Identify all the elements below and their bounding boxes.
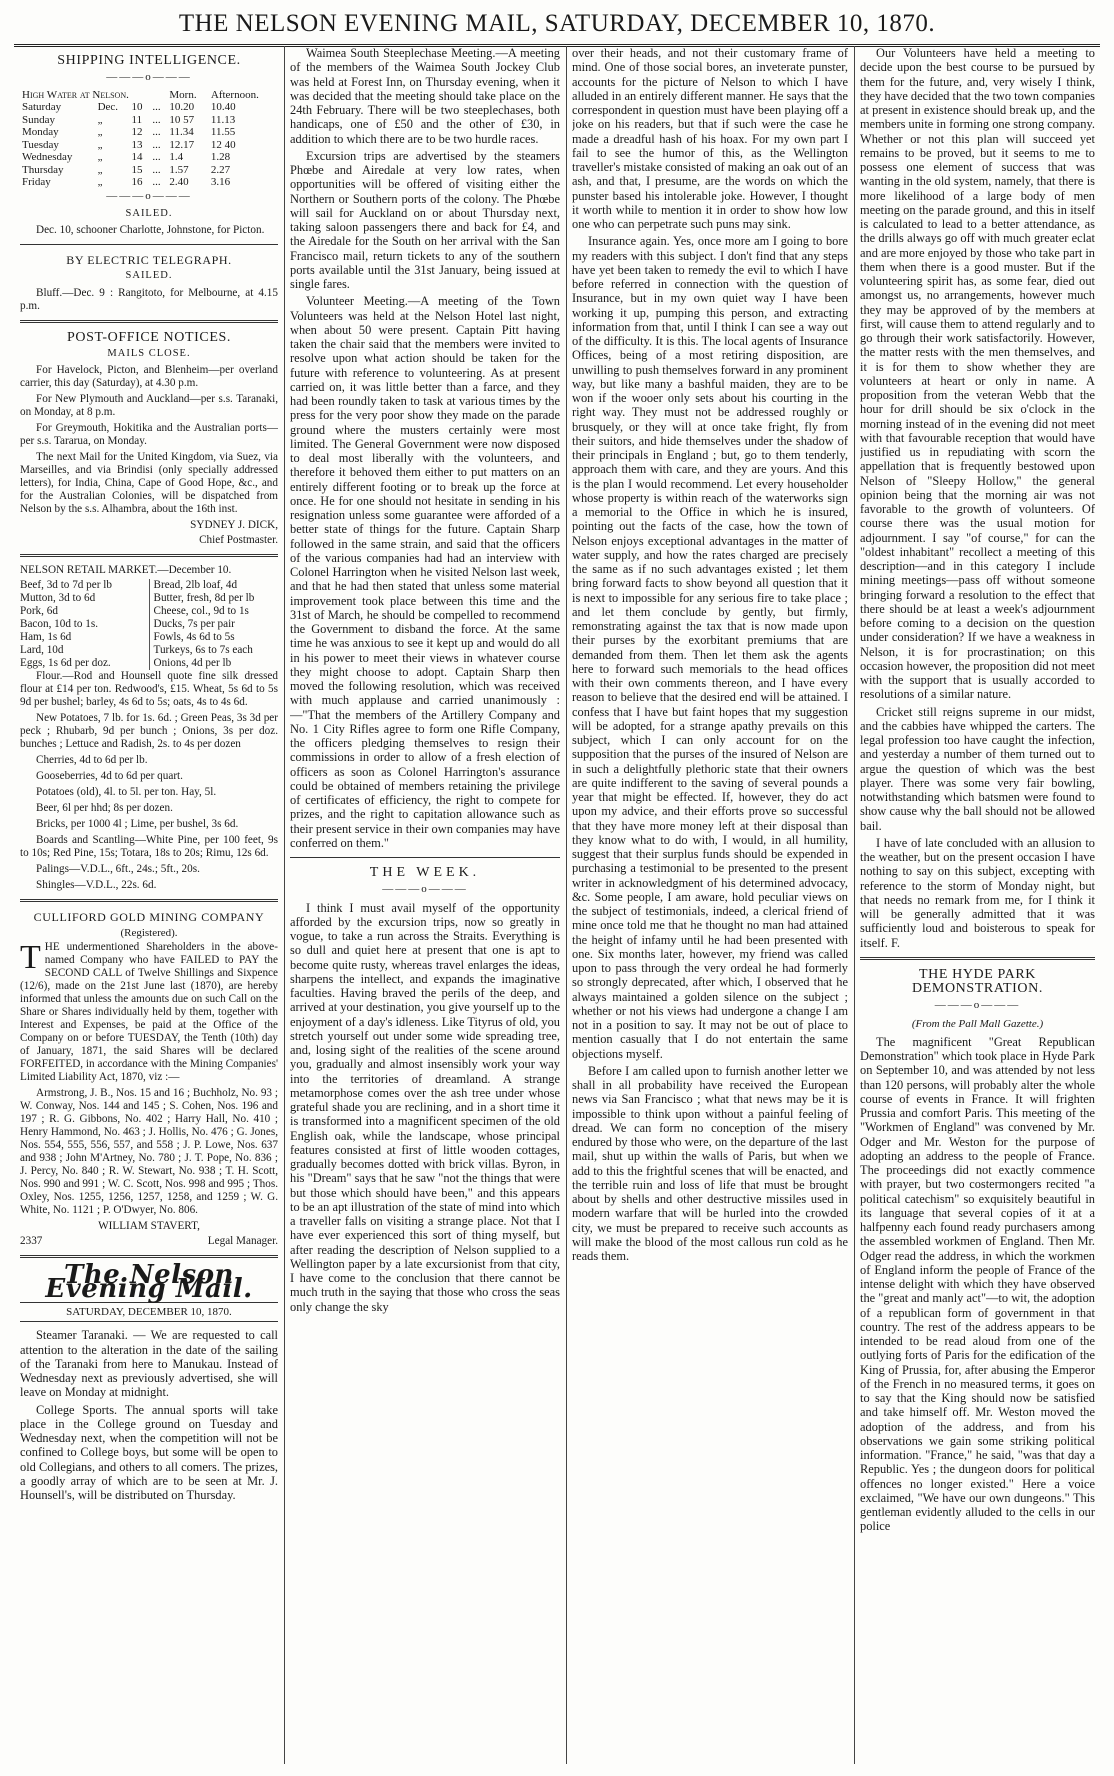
tide-day: Saturday	[22, 101, 62, 113]
market-item: Turkeys, 6s to 7s each	[153, 644, 253, 656]
tide-dots: ...	[152, 101, 161, 113]
european-news-paragraph: Before I am called upon to furnish another letter we shall in all probability have received the European news via San Francisco ; what that news may be it is impossible to think upon without a painful feeling of dread. We can form no conception of the misery endured by those who were, on the departure of the last mail, shut up within the walls of Paris, but when we add to this the frightful scenes that will be enacted, and the terrible ruin and loss of life that must be brought about by shells and other destructive missiles used in modern warfare that will be hurled into the crowded city, we must be prepared to receive such accounts as will make the blood of the most callous run cold as he reads them.	[572, 1063, 848, 1263]
gold-notice-text: HE undermentioned Shareholders in the above-named Company who have FAILED to PAY the SECOND CALL of Twelve Shillings and Sixpence (12/6), made on the 21st June last (1870), are hereby informed that unless the amounts due on such Call on the Share or Shares individually held by them, together with Interest and Expenses, be paid at the Office of the Company on or before TUESDAY, the Tenth (10th) day of January, 1871, the said Shares will be declared FORFEITED, in accordance with the Mining Companies' Limited Liability Act, 1870, viz :—	[20, 940, 278, 1083]
market-note: Potatoes (old), 4l. to 5l. per ton. Hay, 5l.	[36, 786, 217, 798]
tide-month: „	[97, 151, 103, 163]
column-2	[290, 46, 560, 1764]
tide-month: „	[97, 113, 103, 126]
tide-month: „	[97, 126, 103, 138]
tide-afternoon: 11.13	[210, 113, 236, 126]
market-item: Bread, 2lb loaf, 4d	[153, 579, 238, 591]
tide-dots: ...	[152, 126, 161, 138]
tide-date: 10	[131, 101, 143, 113]
market-table	[20, 579, 278, 670]
telegraph-text: Bluff.—Dec. 9 : Rangitoto, for Melbourne, at 4.15 p.m.	[20, 286, 278, 312]
tide-morn: 10 57	[169, 113, 195, 126]
market-item: Butter, fresh, 8d per lb	[153, 592, 255, 604]
hyde-source: (From the Pall Mall Gazette.)	[911, 1017, 1044, 1030]
tide-dots: ...	[152, 176, 161, 188]
volunteers-paragraph: Our Volunteers have held a meeting to decide upon the best course to be pursued by them for the future, and, very wisely I think, they have decided that the two town companies at present in existence should break up, and the members unite in forming one strong company. Whether or not this plan will succeed yet remains to be proved, but it seems to me to possess one element of success that was wanting in the old system, namely, that there is more likelihood of a large body of men meeting on the parade ground, and this in itself is calculated to lead to a better attendance, as the drills always go off with much greater eclat and are more enjoyed by those who take part in them when there is a good muster. But if the volunteering spirit has, as some fear, died out amongst us, no arrangements, however much they may be approved of by the members at first, will cause them to attend regularly and to go through their work satisfactorily. However, the matter rests with the men themselves, and it is for them to show whether they are volunteers at heart or only in name. A proposition from the veteran Webb that the hour for drill should be six o'clock in the morning instead of in the evening did not meet with that favourable reception that would have justified us in repudiating with scorn the appellation that is frequently bestowed upon Nelson of "Sleepy Hollow," the general opinion being that the morning air was not favorable to the growth of volunteers. Of course there was the usual motion for adjournment. I say "of course," for can the "oldest inhabitant" recollect a meeting of this description—and in this category I include mining meetings—pass off without someone bringing forward a resolution to the effect that there should be at least a week's adjournment before coming to a decision on the question under consideration? If we have a weakness in Nelson, it is for procrastination; on this occasion however, the proposition did not meet with the support that is usually accorded to resolutions of a similar nature.	[860, 46, 1095, 702]
post-heading: POST-OFFICE NOTICES.	[67, 329, 231, 345]
weather-paragraph	[860, 836, 1095, 950]
market-item: Ham, 1s 6d	[20, 631, 72, 643]
market-item: Mutton, 3d to 6d	[20, 592, 96, 604]
sailed-text: Dec. 10, schooner Charlotte, Johnstone, for Picton.	[36, 224, 265, 236]
ornament: ———o———	[106, 71, 192, 84]
paper-title: The Nelson Evening Mail.	[45, 1259, 253, 1304]
ornament: ———o———	[934, 999, 1021, 1012]
market-item: Beef, 3d to 7d per lb	[20, 579, 112, 591]
advert-number: 2337	[20, 1234, 43, 1247]
tide-morn: 2.40	[169, 176, 189, 188]
tide-row	[20, 114, 278, 127]
tide-row	[20, 126, 278, 139]
column-4	[860, 46, 1095, 1764]
post-signature: SYDNEY J. DICK,	[190, 519, 278, 531]
tide-day: Friday	[22, 176, 51, 188]
gold-signature: WILLIAM STAVERT,	[98, 1219, 200, 1232]
market-note: Flour.—Rod and Hounsell quote fine silk dressed flour at £14 per ton. Redwood's, £15. Wheat, 5s 6d to 5s 9d per bushel; barley, 4s 6d to 5s; oats, 4s to 4s 6d.	[20, 670, 278, 708]
gold-subheading: (Registered).	[120, 927, 178, 940]
tide-dots: ...	[152, 138, 161, 151]
tide-dots: ...	[152, 151, 161, 163]
steamer-paragraph: Steamer Taranaki. — We are requested to call attention to the alteration in the date of the sailing of the Taranaki from here to Manukau. Instead of Wednesday next as previously advertised, she will leave on Monday at midnight.	[20, 1328, 278, 1400]
tide-day: Tuesday	[22, 138, 59, 151]
divider	[20, 1255, 278, 1258]
drop-cap: T	[20, 938, 41, 976]
post-signature-title: Chief Postmaster.	[199, 534, 278, 546]
gold-heading: CULLIFORD GOLD MINING COMPANY	[33, 910, 265, 924]
column-rule	[284, 46, 285, 1764]
market-note: Boards and Scantling—White Pine, per 100 feet, 9s to 10s; Red Pine, 15s; Totara, 18s to 20s; Rimu, 12s 6d.	[20, 834, 278, 859]
insurance-paragraph: Insurance again. Yes, once more am I going to bore my readers with this subject. I don't find that any steps have yet been taken to remedy the evil to which I have before referred in connection with the question of Insurance, but in my own quiet way I have been working it up, pumping this person, and extracting information from that, until I think I can see a way out of the difficulty. It is this. The local agents of Insurance Offices, being of a most retiring disposition, are unwilling to push themselves forward in any prominent way, but like many a bashful maiden, they are to be won if the wooer only sets about his courting in the right way. They must not be addressed roughly or brusquely, or they will at once take fright, fly from their suitors, and hide themselves under the shadow of their principals in England ; but, go to them tenderly, approach them with care, and they are yours. And this is the plan I would recommend. Let every householder whose property is within reach of the waterworks sign a memorial to the Office in which he is insured, pointing out the facts of the case, how the town of Nelson enjoys exceptional advantages in the matter of water supply, and how the rates charged are precisely the same as if no such advantages existed ; let them bring forward facts to show beyond all question that it is next to impossible for any serious fire to take place ; and let them conclude by gently, but firmly, remonstrating against the tax that is now made upon their purses by the exorbitant premiums that are demanded from them. Then let them ask the agents here to forward such memorials to the head offices with their own comments thereon, and I have every reason to believe that the desired end will be attained. I confess that I have but faint hopes that my suggestion will be adopted, for a strange apathy prevails on this subject, which I can only account for on the supposition that the purses of the insured of Nelson are in such a delightfully plethoric state that their owners are quite indifferent to the saving of several pounds a year that might be effected. If, however, they do act upon my advice, and their efforts prove so successful that they have more money left at their disposal than they know what to do with, I would, in all humility, suggest that their surplus funds should be expended in purchasing a testimonial to be presented to the present writer in acknowledgment of his determined advocacy, &c. Some people, I am aware, hold peculiar views on the subject of testimonials, indeed, a clerical friend of mine once told me that he thought no man had attained the height of infamy until he had been presented with one. Six months later, however, my friend was called upon to pass through the very ordeal he had formerly so strongly deprecated, after which, I observed that he always maintained a golden silence on the subject ; whether or not his views had undergone a change I am not in a position to say. It may not be out of place to mention casually that I do not entertain the same objections myself.	[572, 234, 848, 1061]
tide-morn: 11.34	[169, 126, 194, 138]
column-3	[572, 46, 848, 1764]
tide-afternoon: 12 40	[210, 138, 236, 151]
tide-day: Monday	[22, 126, 59, 138]
week-continued: over their heads, and not their customary frame of mind. One of those social bores, an inveterate punster, accounts for the picture of Nelson to which I have alluded in an entirely different manner. He says that the correspondent in question must have been playing off a joke on his readers, but that if such were the case he made a dreadful hash of his hoax. For my own part I fail to see the humor of this, as the Wellington traveller's mistake consisted of making an oak out of an ash, and that, I presume, are the words on which the punster based his intolerable joke. However, I thought it worth while to mention it in order to show how low one who can perpetrate such puns may sink.	[572, 46, 848, 231]
tide-afternoon: 10.40	[210, 101, 236, 113]
hyde-paragraph: The magnificent "Great Republican Demonstration" which took place in Hyde Park on September 10, and was attended by not less than 120 persons, will probably alter the whole course of events in France. It will frighten Prussia and comfort Paris. This meeting of the "Workmen of England" was convened by Mr. Odger and Mr. Weston for the purpose of adopting an address to the people of France. The proceedings did not exactly commence with prayer, but two costermongers recited "a political catechism" so exquisitely beautiful in its language that several copies of it at a halfpenny each found ready purchasers among the assembled workmen of England. Then Mr. Odger read the address, in which the workmen of England inform the people of France of the intense delight with which they have observed the "great and manly act"—to wit, the adoption of a republican form of government in that country. The rest of the address appears to be intended to be read aloud from one of the outlying forts of Paris for the edification of the King of Prussia, for, after abusing the Emperor of the French in no measured terms, it goes on to say that the King should now be satisfied and take himself off. Mr. Weston moved the adoption of the address, and from his observations we gain some striking political information. "France," he said, "was that day a Republic. Yes ; the dungeon doors for political offences no longer existed." Here a voice exclaimed, "We have our own dungeons." This gentleman evidently alluded to the cells in our police	[860, 1034, 1095, 1534]
masthead: THE NELSON EVENING MAIL, SATURDAY, DECEMBER 10, 1870.	[14, 8, 1100, 47]
tide-day: Wednesday	[22, 151, 73, 163]
tide-morn: 1.4	[169, 151, 184, 163]
tide-dots: ...	[152, 163, 161, 176]
tide-month: „	[97, 163, 103, 176]
tide-date: 16	[131, 176, 143, 188]
market-item: Eggs, 1s 6d per doz.	[20, 657, 111, 669]
volunteer-paragraph: Volunteer Meeting.—A meeting of the Town Volunteers was held at the Nelson Hotel last night, when about 50 were present. Captain Pitt having taken the chair said that the members were invited to resolve upon what action should be taken for the future with reference to volunteering. As at present carried on, it was little better than a farce, and they had been roundly taken to task at various times by the press for the very poor show they made on the parade ground where the musters certainly were most limited. The General Government were now disposed to deal most liberally with the volunteers, and therefore it behoved them either to put matters on an entirely different footing or to break up the force at once. He for one should not hesitate in sending in his resignation unless some guarantee were afforded of a better state of things for the future. Captain Sharp followed in the same strain, and said that the officers of the various companies had had an interview with Colonel Harrington when he visited Nelson last week, and that he had then stated that unless some material improvement took place between this time and the 31st of March, he should be compelled to recommend the Government to disband the force. At the same time he was anxious to see it kept up and would do all in his power to meet their views in whatever course they might choose to adopt. Captain Sharp then moved the following resolution, which was received with much applause and carried unanimously :—"That the members of the Artillery Company and No. 1 City Rifles agree to form one Rifle Company, the officers pledging themselves to resign their commissions in order to allow of a fresh election of officers as soon as Colonel Harrington's assurance could be obtained of members retaining the privilege of certificates of efficiency, the right to compete for prizes, and the right to capitation allowance such as their present service in their own companies may have conferred on them."	[290, 294, 560, 850]
tide-morn: 1.57	[169, 163, 189, 176]
column-rule	[566, 46, 567, 1764]
tide-header-afternoon: Afternoon.	[210, 88, 259, 101]
divider	[20, 554, 278, 557]
post-item: The next Mail for the United Kingdom, via Suez, via Marseilles, and via Brindisi (only specially addressed letters), for India, China, Cape of Good Hope, &c., and for the Australian Colonies, will be dispatched from Nelson by the s.s. Alhambra, about the 16th inst.	[20, 451, 278, 515]
column-rule	[854, 46, 855, 1764]
hyde-heading: THE HYDE PARK DEMONSTRATION.	[912, 966, 1043, 996]
tide-header-label: High Water at Nelson.	[22, 88, 129, 101]
market-note: New Potatoes, 7 lb. for 1s. 6d. ; Green Peas, 3s 3d per peck ; Rhubarb, 9d per bunch ; Onions, 3s per doz. bunches ; Lettuce and Radish, 2s. to 4s per dozen	[20, 712, 278, 750]
market-note: Gooseberries, 4d to 6d per quart.	[36, 770, 183, 782]
market-note: Beer, 6l per hhd; 8s per dozen.	[36, 802, 173, 814]
dateline: SATURDAY, DECEMBER 10, 1870.	[20, 1302, 278, 1322]
tide-date: 11	[131, 113, 143, 126]
post-item: For Greymouth, Hokitika and the Australian ports—per s.s. Tararua, on Monday.	[20, 422, 278, 447]
tide-date: 14	[131, 151, 143, 163]
divider	[860, 957, 1095, 960]
divider	[290, 857, 560, 858]
weather-text: I have of late concluded with an allusion to the weather, but on the present occasion I have nothing to say on this subject, excepting with reference to the storm of Monday night, but that needs no remark from me, for I think it will be generally admitted that it was sufficiently loud and boisterous to speak for itself.	[860, 835, 1095, 950]
week-paragraph: I think I must avail myself of the opportunity afforded by the excursion trips, now so greatly in vogue, to take a run across the Straits. Everything is so dull and quiet here at present that one is apt to become quite rusty, whereas travel enlarges the ideas, sharpens the intellect, and expands the imaginative faculties. Having braved the perils of the deep, and arrived at your destination, you give yourself up to the enjoyment of a day's idleness. Like Tityrus of old, you stretch yourself out under some wide spreading tree, and, losing sight of the realities of the scene around you, gradually and almost insensibly work your way into the territories of dreamland. A strange metamorphose comes over the ash tree under whose grateful shade you are reclining, and in a short time it is transformed into a magnificent specimen of the old English oak, while the landscape, whose principal features consisted at first of little wooden cottages, gradually becomes dotted with brick villas. Byron, in his "Dream" says that he saw "not the things that were but those which should have been," and this appears to be an apt illustration of the state of mind into which a traveller falls on visiting a strange place. Not that I have ever experienced this sort of thing myself, but after reading the description of Nelson supplied to a Wellington paper by a late excursionist from that city, I have come to the conclusion that there cannot be much truth in the saying that those who cross the seas only change the sky	[290, 900, 560, 1314]
divider	[20, 899, 278, 902]
tide-row	[20, 139, 278, 152]
market-note: Palings—V.D.L., 6ft., 24s.; 5ft., 20s.	[36, 863, 200, 875]
market-left	[20, 579, 150, 670]
ornament: ———o———	[106, 189, 192, 202]
tide-afternoon: 11.55	[210, 126, 236, 138]
tide-date: 12	[131, 126, 143, 138]
market-item: Lard, 10d	[20, 644, 64, 656]
post-item: For New Plymouth and Auckland—per s.s. Taranaki, on Monday, at 8 p.m.	[20, 393, 278, 418]
market-right	[150, 579, 279, 670]
excursion-paragraph: Excursion trips are advertised by the steamers Phœbe and Airedale at very low rates, when opportunities will be offered of visiting either the Northern or Southern ports of the colony. The Phœbe will sail for Auckland on or about Thursday next, taking saloon passengers there and back for £4, and the Airedale for the South on her arrival with the San Francisco mail, return tickets to any of the southern ports available until the 31st January, being issued at single fares.	[290, 148, 560, 291]
gold-signature-row	[20, 1235, 278, 1248]
post-item: For Havelock, Picton, and Blenheim—per overland carrier, this day (Saturday), at 4.30 p.m.	[20, 364, 278, 389]
market-heading: NELSON RETAIL MARKET.—December 10.	[20, 564, 232, 576]
telegraph-sailed: SAILED.	[125, 270, 173, 282]
waimea-paragraph: Waimea South Steeplechase Meeting.—A meeting of the members of the Waimea South Jockey Club was held at Forest Inn, on Thursday evening, when it was decided that the meeting should take place on the 24th February. There will be two steeplechases, both handicaps, one of £50 and the other of £30, in addition to which there are to be two hurdle races.	[290, 46, 560, 146]
shipping-heading: SHIPPING INTELLIGENCE.	[57, 53, 241, 68]
telegraph-heading: BY ELECTRIC TELEGRAPH.	[66, 253, 232, 267]
tide-month: Dec.	[97, 101, 119, 113]
market-note: Bricks, per 1000 4l ; Lime, per bushel, 3s 6d.	[36, 818, 239, 830]
tide-day: Thursday	[22, 163, 64, 176]
tide-afternoon: 1.28	[210, 151, 231, 163]
tide-morn: 10.20	[169, 101, 195, 113]
tide-row	[20, 176, 278, 189]
tide-month: „	[97, 176, 103, 188]
tide-afternoon: 3.16	[210, 176, 231, 188]
tide-date: 15	[131, 163, 143, 176]
college-paragraph: College Sports. The annual sports will take place in the College ground on Tuesday and Wednesday next, when the competition will not be confined to College boys, but some will be open to old Collegians, and others to all comers. The prizes, a goodly array of which are to be seen at Mr. J. Hounsell's, will be distributed on Thursday.	[20, 1402, 278, 1502]
market-item: Fowls, 4s 6d to 5s	[153, 631, 235, 643]
tide-afternoon: 2.27	[210, 163, 231, 176]
author-signature: F.	[890, 935, 900, 950]
market-item: Onions, 4d per lb	[153, 657, 232, 669]
tide-header-morn: Morn.	[169, 88, 197, 101]
market-note: Cherries, 4d to 6d per lb.	[36, 754, 148, 766]
market-item: Ducks, 7s per pair	[153, 618, 235, 630]
tide-dots: ...	[152, 113, 161, 126]
tide-month: „	[97, 138, 103, 151]
gold-list: Armstrong, J. B., Nos. 15 and 16 ; Buchholz, No. 93 ; W. Conway, Nos. 144 and 145 ; S. Cohen, Nos. 196 and 197 ; R. G. Gibbons, No. 402 ; Harry Hall, No. 410 ; Henry Hammond, No. 463 ; J. Hollis, No. 476 ; G. Jones, Nos. 554, 555, 556, 557, and 558 ; J. P. Lowe, Nos. 637 and 938 ; John M'Artney, No. 780 ; J. T. Pope, No. 836 ; J. Percy, No. 840 ; R. W. Stewart, No. 938 ; T. H. Scott, Nos. 990 and 991 ; W. C. Scott, Nos. 998 and 995 ; Thos. Oxley, Nos. 1255, 1256, 1257, 1258, and 1259 ; W. G. White, No. 1121 ; P. O'Dwyer, No. 806.	[20, 1086, 278, 1216]
post-subheading: MAILS CLOSE.	[107, 347, 191, 359]
gold-signature-title: Legal Manager.	[207, 1234, 278, 1247]
market-item: Pork, 6d	[20, 605, 58, 617]
tide-row	[20, 101, 278, 114]
week-heading: THE WEEK.	[369, 865, 481, 880]
divider	[20, 320, 278, 323]
tide-header-row	[20, 89, 278, 102]
cricket-paragraph: Cricket still reigns supreme in our midst, and the cabbies have whipped the carters. The legal profession too have caught the infection, and yesterday a number of them turned out to argue the question of which was the best player. There was some very fair bowling, notwithstanding which batsmen were found to show cause why the ball should not be allowed bail.	[860, 704, 1095, 833]
tide-table	[20, 89, 278, 189]
column-1	[20, 46, 278, 1764]
divider	[20, 244, 278, 245]
ornament: ———o———	[382, 883, 468, 896]
market-item: Cheese, col., 9d to 1s	[153, 605, 249, 617]
tide-morn: 12.17	[169, 138, 195, 151]
sailed-heading: SAILED.	[125, 207, 173, 219]
tide-day: Sunday	[22, 113, 55, 126]
tide-row	[20, 151, 278, 164]
market-item: Bacon, 10d to 1s.	[20, 618, 98, 630]
market-note: Shingles—V.D.L., 22s. 6d.	[36, 879, 157, 891]
tide-date: 13	[131, 138, 143, 151]
tide-row	[20, 164, 278, 177]
gold-notice	[20, 938, 278, 1084]
